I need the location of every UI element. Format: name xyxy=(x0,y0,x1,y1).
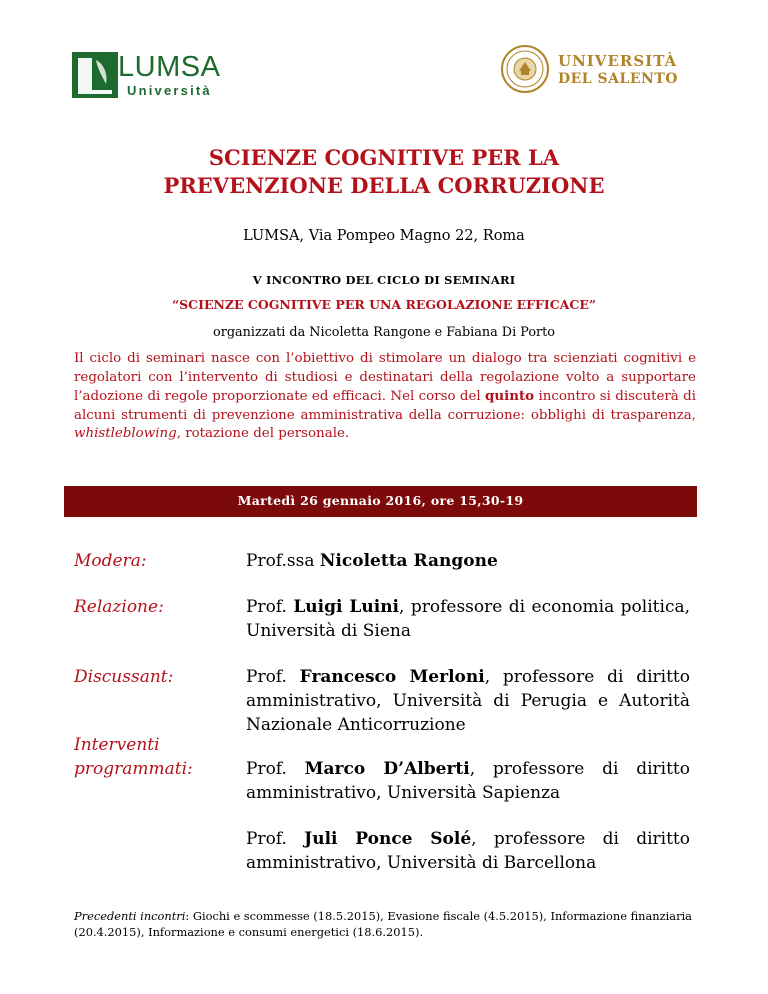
intro-text-2: incontro si discuterà di alcuni strumenti di prevenzione amministrativa della corruzione: obblighi di trasparenza, xyxy=(74,389,696,423)
speaker-entry xyxy=(246,595,690,643)
moderator-entry xyxy=(246,549,690,573)
interventions-label-line1: Interventi xyxy=(74,735,160,755)
intervention-entry-2 xyxy=(246,827,690,875)
moderator-label: Modera: xyxy=(74,551,147,571)
speaker-prefix: Prof. xyxy=(246,597,294,617)
intervention1-rest: , professore di diritto amministrativo, Università Sapienza xyxy=(246,759,690,803)
speaker-name: Luigi Luini xyxy=(293,597,400,617)
lumsa-name: LUMSA xyxy=(118,51,221,83)
interventions-label-line2: programmati: xyxy=(74,759,193,779)
intervention2-name: Juli Ponce Solé xyxy=(304,829,472,849)
salento-logo xyxy=(500,44,700,100)
previous-text: : Giochi e scommesse (18.5.2015), Evasione fiscale (4.5.2015), Informazione finanziaria (20.4.2015), Informazione e consumi energetici (18.6.2015). xyxy=(74,909,692,939)
lumsa-subtitle: Università xyxy=(127,83,212,98)
salento-name-line2: DEL SALENTO xyxy=(558,71,678,87)
salento-name-line1: UNIVERSITÀ xyxy=(558,52,678,70)
moderator-name: Nicoletta Rangone xyxy=(319,551,498,571)
intervention-entry-1 xyxy=(246,757,690,805)
discussant-name: Francesco Merloni xyxy=(299,667,485,687)
discussant-label: Discussant: xyxy=(74,667,174,687)
intro-text-3: , rotazione del personale. xyxy=(176,426,350,441)
lumsa-emblem-icon xyxy=(72,52,118,98)
discussant-entry xyxy=(246,665,690,737)
venue: LUMSA, Via Pompeo Magno 22, Roma xyxy=(243,228,525,244)
university-seal-icon xyxy=(500,44,550,94)
discussant-prefix: Prof. xyxy=(246,667,300,687)
discussant-rest: , professore di diritto amministrativo, Università di Perugia e Autorità Nazionale Anticorruzione xyxy=(246,667,691,735)
intro-bold: quinto xyxy=(485,388,535,404)
intro-italic: whistleblowing xyxy=(74,426,177,441)
lumsa-logo xyxy=(72,52,242,100)
intervention2-prefix: Prof. xyxy=(246,829,305,849)
interventions-label xyxy=(74,733,193,781)
speaker-label: Relazione: xyxy=(74,597,164,617)
speaker-rest: , professore di economia politica, Università di Siena xyxy=(246,597,690,641)
title-line-2: PREVENZIONE DELLA CORRUZIONE xyxy=(163,173,605,198)
title-line-1: SCIENZE COGNITIVE PER LA xyxy=(208,145,560,170)
date-text: Martedì 26 gennaio 2016, ore 15,30-19 xyxy=(237,493,524,508)
previous-meetings xyxy=(74,908,696,940)
moderator-prefix: Prof.ssa xyxy=(246,551,320,571)
organizers: organizzati da Nicoletta Rangone e Fabiana Di Porto xyxy=(213,325,555,340)
series-title: “SCIENZE COGNITIVE PER UNA REGOLAZIONE EFFICACE” xyxy=(171,297,597,312)
intervention2-rest: , professore di diritto amministrativo, Università di Barcellona xyxy=(246,829,690,873)
intervention1-prefix: Prof. xyxy=(246,759,305,779)
intro-text-1: Il ciclo di seminari nasce con l’obiettivo di stimolare un dialogo tra scienziati cognitivi e regolatori con l’intervento di studiosi e destinatari della regolazione volto a supportare l’adozione di regole proporzionate ed efficaci. Nel corso del xyxy=(74,351,696,404)
date-banner xyxy=(64,486,697,517)
intervention1-name: Marco D’Alberti xyxy=(304,759,470,779)
intro-paragraph xyxy=(74,350,696,444)
previous-label: Precedenti incontri xyxy=(74,909,186,923)
page-title xyxy=(0,144,768,200)
cycle-label: V INCONTRO DEL CICLO DI SEMINARI xyxy=(252,273,516,287)
